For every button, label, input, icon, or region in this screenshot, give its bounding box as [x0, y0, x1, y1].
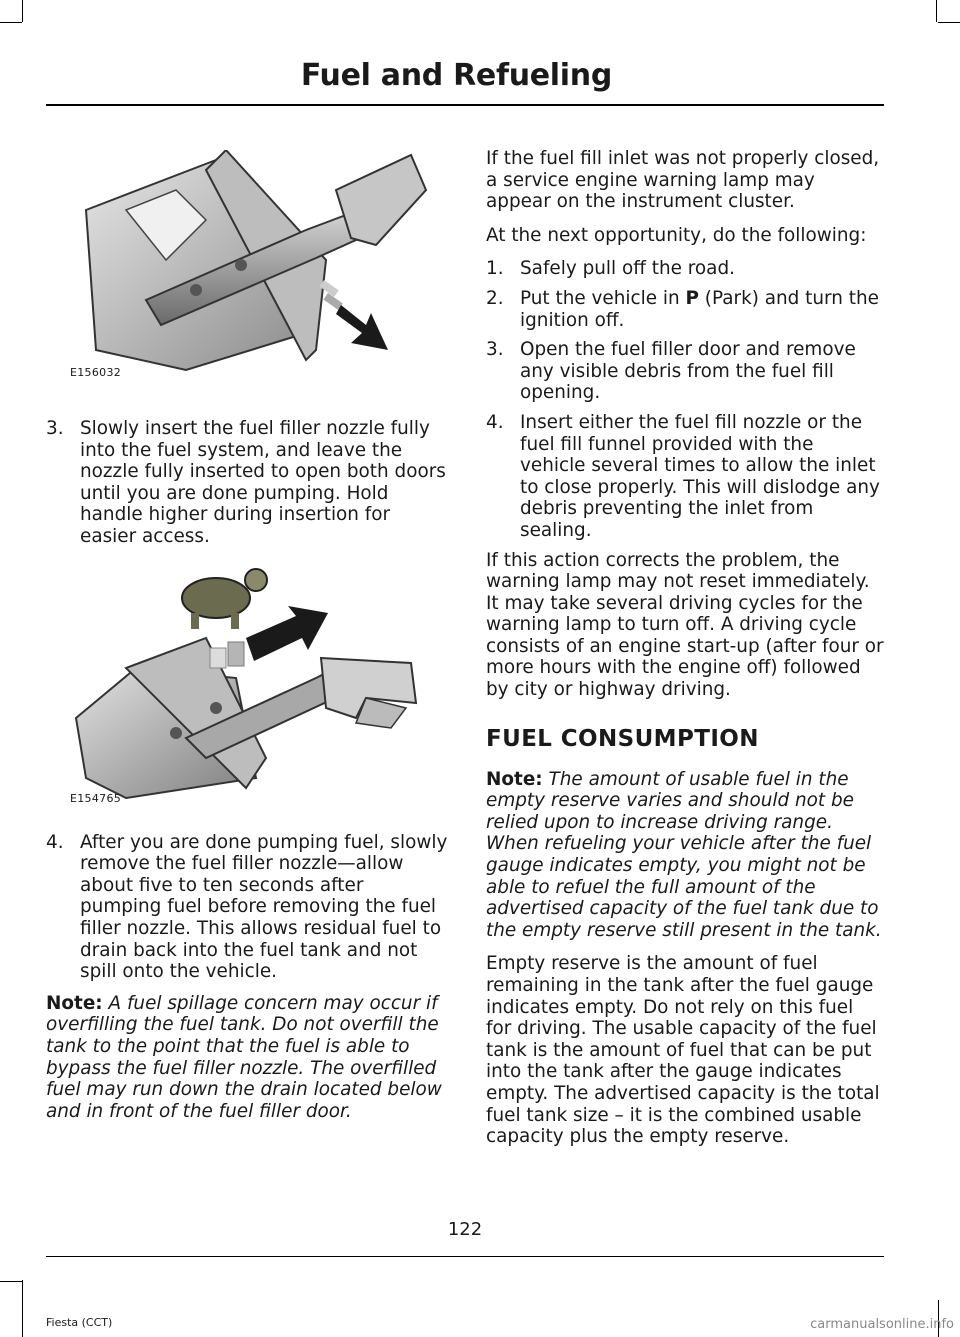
crop-mark	[938, 22, 960, 23]
crop-mark	[0, 1281, 22, 1282]
section-heading: FUEL CONSUMPTION	[486, 725, 759, 752]
step-text: Insert either the fuel fill nozzle or the fuel fill funnel provided with the vehicle several times to allow the inlet to close properly. This will dislodge any debris preventing the inlet from sealing.	[520, 411, 880, 541]
step-text: Open the fuel filler door and remove any visible debris from the fuel fill opening.	[520, 339, 856, 404]
note-fuel-spillage	[46, 993, 450, 1123]
figure-nozzle-insert	[46, 150, 450, 390]
list-item	[486, 258, 884, 280]
step-number: 2.	[486, 287, 504, 309]
note-label: Note:	[46, 992, 103, 1014]
step-text-pre: Put the vehicle in	[520, 287, 686, 309]
left-column	[46, 150, 450, 1134]
step-text: Slowly insert the fuel filler nozzle fully into the fuel system, and leave the nozzle fully inserted to open both doors until you are done pumping. Hold handle higher during insertion for easier access.	[80, 418, 446, 547]
followup-paragraph: If this action corrects the problem, the warning lamp may not reset immediately. It may take several driving cycles for the warning lamp to turn off. A driving cycle consists of an engine start-up (after four or more hours with the engine off) followed by city or highway driving.	[486, 549, 884, 701]
step-number: 1.	[486, 258, 504, 280]
footer-divider	[46, 1256, 884, 1257]
note-text: The amount of usable fuel in the empty reserve varies and should not be relied upon to increase driving range. When refueling your vehicle after the fuel gauge indicates empty, you might not be able to refuel the full amount of the advertised capacity of the fuel tank due to the empty reserve still present in the tank.	[486, 768, 882, 941]
nozzle-insert-illustration	[66, 150, 446, 390]
step-number: 4.	[46, 831, 64, 853]
lead-paragraph: At the next opportunity, do the following:	[486, 224, 867, 246]
figure-code: E156032	[70, 366, 122, 380]
step-text-post: (Park) and turn the ignition off.	[520, 287, 879, 331]
step-list-right	[486, 258, 884, 541]
nozzle-remove-illustration	[66, 558, 446, 808]
crop-mark	[0, 22, 22, 23]
footer-model: Fiesta (CCT)	[46, 1316, 113, 1329]
watermark: carmanualsonline.info	[810, 1317, 954, 1332]
note-text: A fuel spillage concern may occur if overfilling the fuel tank. Do not overfill the tank to the point that the fuel is able to bypass the fuel filler nozzle. The overfilled fuel may run down the drain located below and in front of the fuel filler door.	[46, 992, 442, 1122]
reserve-paragraph: Empty reserve is the amount of fuel remaining in the tank after the fuel gauge indicates empty. Do not rely on this fuel for driving. The usable capacity of the fuel tank is the amount of fuel that can be put into the tank after the gauge indicates empty. The advertised capacity is the total fuel tank size – it is the combined usable capacity plus the empty reserve.	[486, 953, 880, 1148]
page-number: 122	[447, 1219, 483, 1240]
step-text: Safely pull off the road.	[520, 258, 735, 280]
list-item	[486, 288, 884, 331]
step-list-left-2	[46, 832, 450, 983]
crop-mark	[22, 1280, 23, 1337]
step-list-left	[46, 418, 450, 548]
step-number: 4.	[486, 411, 504, 433]
step-number: 3.	[46, 418, 64, 439]
right-column	[486, 148, 884, 1160]
figure-code: E154765	[70, 791, 122, 805]
list-item	[46, 832, 450, 983]
list-item	[486, 339, 884, 404]
page-title: Fuel and Refueling	[300, 58, 612, 93]
list-item	[46, 418, 450, 548]
note-empty-reserve	[486, 769, 884, 942]
step-text: After you are done pumping fuel, slowly remove the fuel filler nozzle—allow about five to ten seconds after pumping fuel before removing the fuel filler nozzle. This allows residual fuel to drain back into the fuel tank and not spill onto the vehicle.	[80, 831, 448, 983]
header-divider	[46, 104, 884, 106]
step-number: 3.	[486, 339, 504, 361]
figure-nozzle-remove	[46, 558, 450, 816]
note-label: Note:	[486, 768, 543, 790]
park-gear-symbol: P	[685, 287, 699, 309]
list-item	[486, 412, 884, 542]
intro-paragraph: If the fuel fill inlet was not properly closed, a service engine warning lamp may appear on the instrument cluster.	[486, 148, 880, 213]
crop-mark	[22, 0, 23, 22]
crop-mark	[936, 0, 937, 22]
